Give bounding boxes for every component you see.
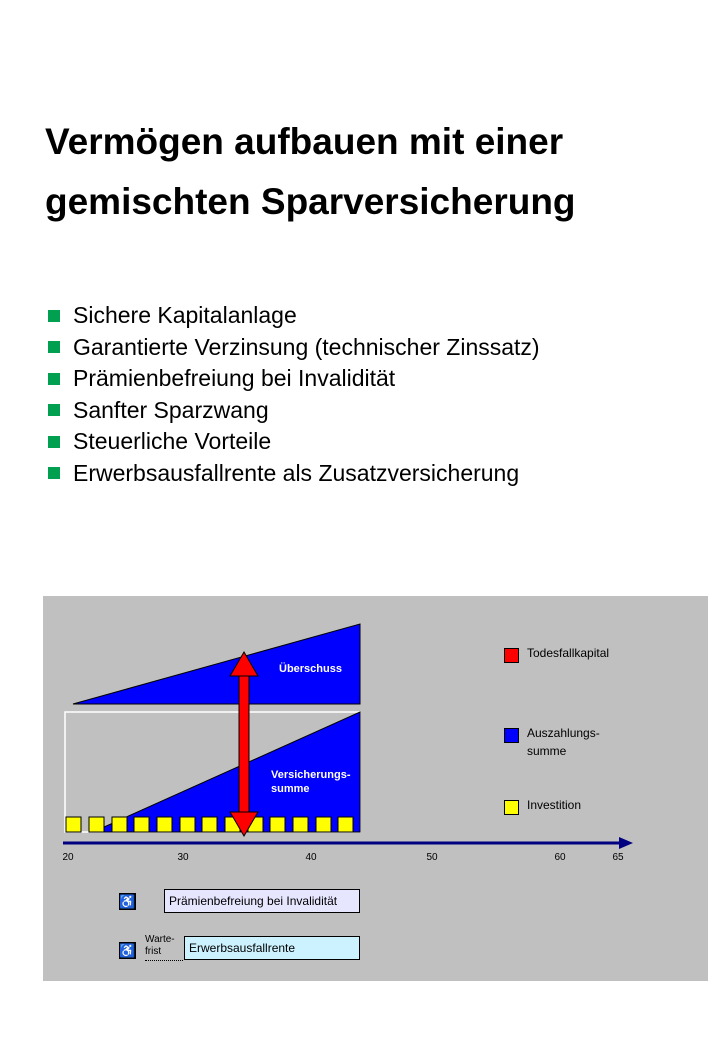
investment-square xyxy=(112,817,127,832)
investment-square xyxy=(89,817,104,832)
legend-swatch-blue xyxy=(504,728,519,743)
axis-tick-30: 30 xyxy=(177,852,189,863)
wartefrist-label: Warte- frist xyxy=(145,934,175,957)
investment-square xyxy=(157,817,172,832)
bullet-list xyxy=(48,300,540,489)
investment-square xyxy=(270,817,285,832)
investment-square xyxy=(66,817,81,832)
praemienbefreiung-bar: Prämienbefreiung bei Invalidität xyxy=(164,889,360,913)
bullet-square-icon xyxy=(48,373,60,385)
investment-square xyxy=(316,817,331,832)
bullet-item: Sanfter Sparzwang xyxy=(48,395,540,427)
investment-square xyxy=(134,817,149,832)
title-line-2: gemischten Sparversicherung xyxy=(45,181,576,222)
legend-swatch-red xyxy=(504,648,519,663)
ueberschuss-label: Überschuss xyxy=(279,663,342,675)
axis-tick-65: 65 xyxy=(612,852,624,863)
insurance-diagram xyxy=(43,596,708,981)
wheelchair-icon: ♿ xyxy=(119,943,136,958)
legend-swatch-yellow xyxy=(504,800,519,815)
investment-square xyxy=(338,817,353,832)
investment-square xyxy=(202,817,217,832)
bullet-item: Garantierte Verzinsung (technischer Zinssatz) xyxy=(48,332,540,364)
axis-tick-50: 50 xyxy=(426,852,438,863)
investment-square xyxy=(180,817,195,832)
wartefrist-dotted-line xyxy=(145,960,183,961)
investment-square xyxy=(293,817,308,832)
erwerbsausfallrente-bar: Erwerbsausfallrente xyxy=(184,936,360,960)
bullet-square-icon xyxy=(48,467,60,479)
bullet-square-icon xyxy=(48,436,60,448)
legend-label-investition: Investition xyxy=(527,798,582,812)
bullet-item: Erwerbsausfallrente als Zusatzversicherung xyxy=(48,458,540,490)
axis-tick-60: 60 xyxy=(554,852,566,863)
legend-label-todesfallkapital: Todesfallkapital xyxy=(527,646,610,660)
slide-title xyxy=(45,112,705,232)
bullet-item: Steuerliche Vorteile xyxy=(48,426,540,458)
axis-tick-20: 20 xyxy=(62,852,74,863)
versicherungssumme-label: Versicherungs- summe xyxy=(271,769,351,795)
legend-label-auszahlungssumme: Auszahlungs- summe xyxy=(527,726,600,758)
bullet-item: Prämienbefreiung bei Invalidität xyxy=(48,363,540,395)
bullet-square-icon xyxy=(48,404,60,416)
bullet-square-icon xyxy=(48,310,60,322)
bullet-square-icon xyxy=(48,341,60,353)
title-line-1: Vermögen aufbauen mit einer xyxy=(45,121,564,162)
bullet-item: Sichere Kapitalanlage xyxy=(48,300,540,332)
wheelchair-icon: ♿ xyxy=(119,894,136,909)
axis-tick-40: 40 xyxy=(305,852,317,863)
time-axis xyxy=(63,837,633,849)
